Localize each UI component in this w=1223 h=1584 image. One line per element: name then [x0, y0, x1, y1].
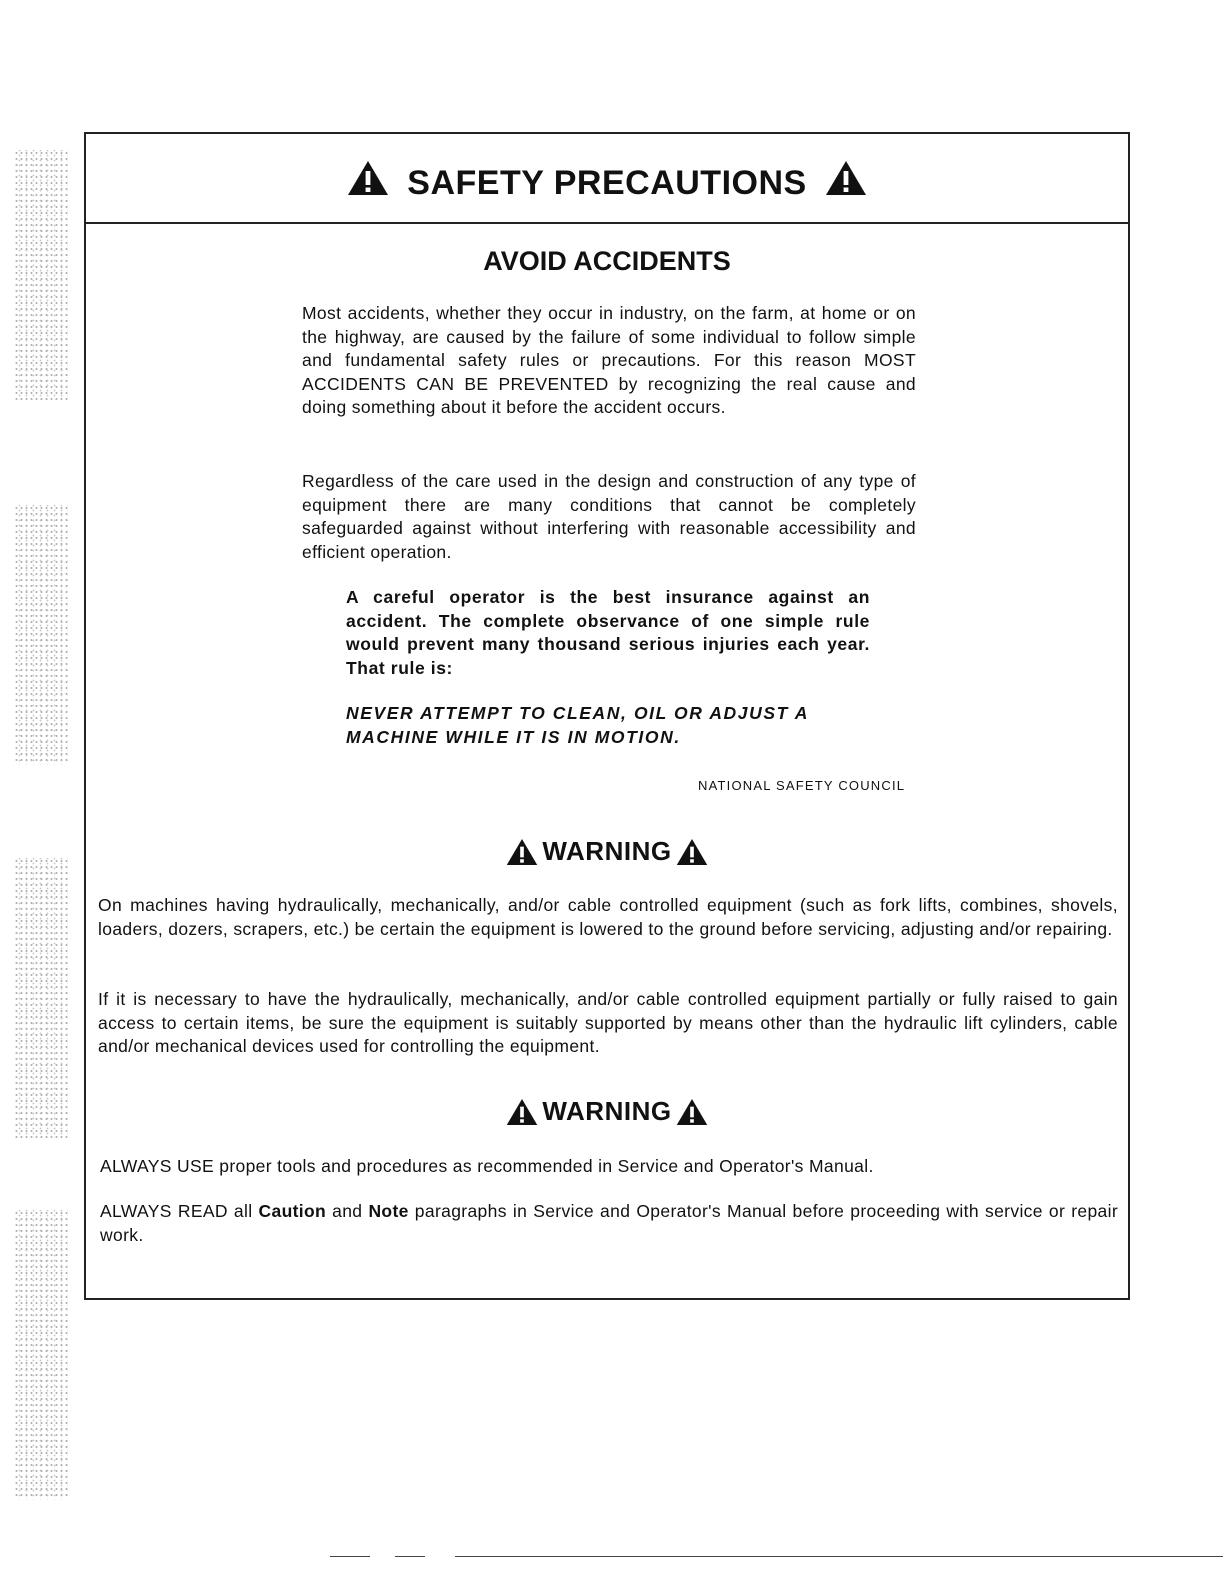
warning-triangle-icon — [676, 1098, 708, 1126]
avoid-accidents-heading: AVOID ACCIDENTS — [483, 246, 731, 276]
page-title: SAFETY PRECAUTIONS — [407, 163, 807, 202]
binding-speckle-lower — [14, 858, 68, 1138]
warning-heading-2-label: WARNING — [542, 1096, 672, 1126]
warning-heading-2 — [86, 1096, 1128, 1127]
binding-speckle-middle — [14, 505, 68, 765]
safety-precautions-box — [84, 132, 1130, 1300]
warning-triangle-icon — [676, 838, 708, 866]
always-read-prefix: ALWAYS READ all — [100, 1201, 253, 1221]
careful-operator-quote: A careful operator is the best insurance against an accident. The complete observance of one simple rule would prevent many thousand serious injuries each year. That rule is: — [346, 587, 870, 678]
binding-speckle-bottom — [14, 1210, 68, 1500]
title-bar — [86, 134, 1128, 224]
and-text: and — [332, 1201, 363, 1221]
note-term: Note — [368, 1201, 409, 1221]
warning-2-paragraph-1: ALWAYS USE proper tools and procedures as recommended in Service and Operator's Manual. — [100, 1156, 874, 1176]
always-read-suffix: paragraphs in Service and Operator's Manual before proceeding with service or repair work. — [100, 1201, 1119, 1245]
attribution: NATIONAL SAFETY COUNCIL — [698, 778, 906, 793]
warning-heading-1-label: WARNING — [542, 836, 672, 866]
warning-2-paragraph-2 — [100, 1200, 1118, 1247]
scan-line — [395, 1556, 425, 1557]
warning-heading-1 — [86, 836, 1128, 867]
caution-term: Caution — [258, 1201, 327, 1221]
warning-1-paragraph-1: On machines having hydraulically, mechanically, and/or cable controlled equipment (such as fork lifts, combines, shovels, loaders, dozers, scrapers, etc.) be certain the equipment is lowered to the ground before servicing, adjusting and/or repairing. — [98, 895, 1118, 939]
safety-rule: NEVER ATTEMPT TO CLEAN, OIL OR ADJUST A MACHINE WHILE IT IS IN MOTION. — [346, 703, 809, 747]
warning-triangle-icon — [506, 1098, 538, 1126]
scan-line — [330, 1556, 370, 1557]
warning-triangle-icon — [825, 160, 867, 196]
warning-1-paragraph-2: If it is necessary to have the hydraulically, mechanically, and/or cable controlled equipment partially or fully raised to gain access to certain items, be sure the equipment is suitably supported by means other than the hydraulic lift cylinders, cable and/or mechanical devices used for controlling the equipment. — [98, 989, 1118, 1057]
binding-speckle-top — [14, 150, 68, 400]
scan-line — [455, 1556, 1223, 1557]
avoid-accidents-paragraph-2: Regardless of the care used in the design and construction of any type of equipment there are many conditions that cannot be completely safeguarded against without interfering with reasonable accessibility and efficient operation. — [302, 471, 916, 562]
avoid-accidents-paragraph-1: Most accidents, whether they occur in industry, on the farm, at home or on the highway, are caused by the failure of some individual to follow simple and fundamental safety rules or precautions. For this reason MOST ACCIDENTS CAN BE PREVENTED by recognizing the real cause and doing something about it before the accident occurs. — [302, 303, 916, 418]
warning-triangle-icon — [347, 160, 389, 196]
warning-triangle-icon — [506, 838, 538, 866]
